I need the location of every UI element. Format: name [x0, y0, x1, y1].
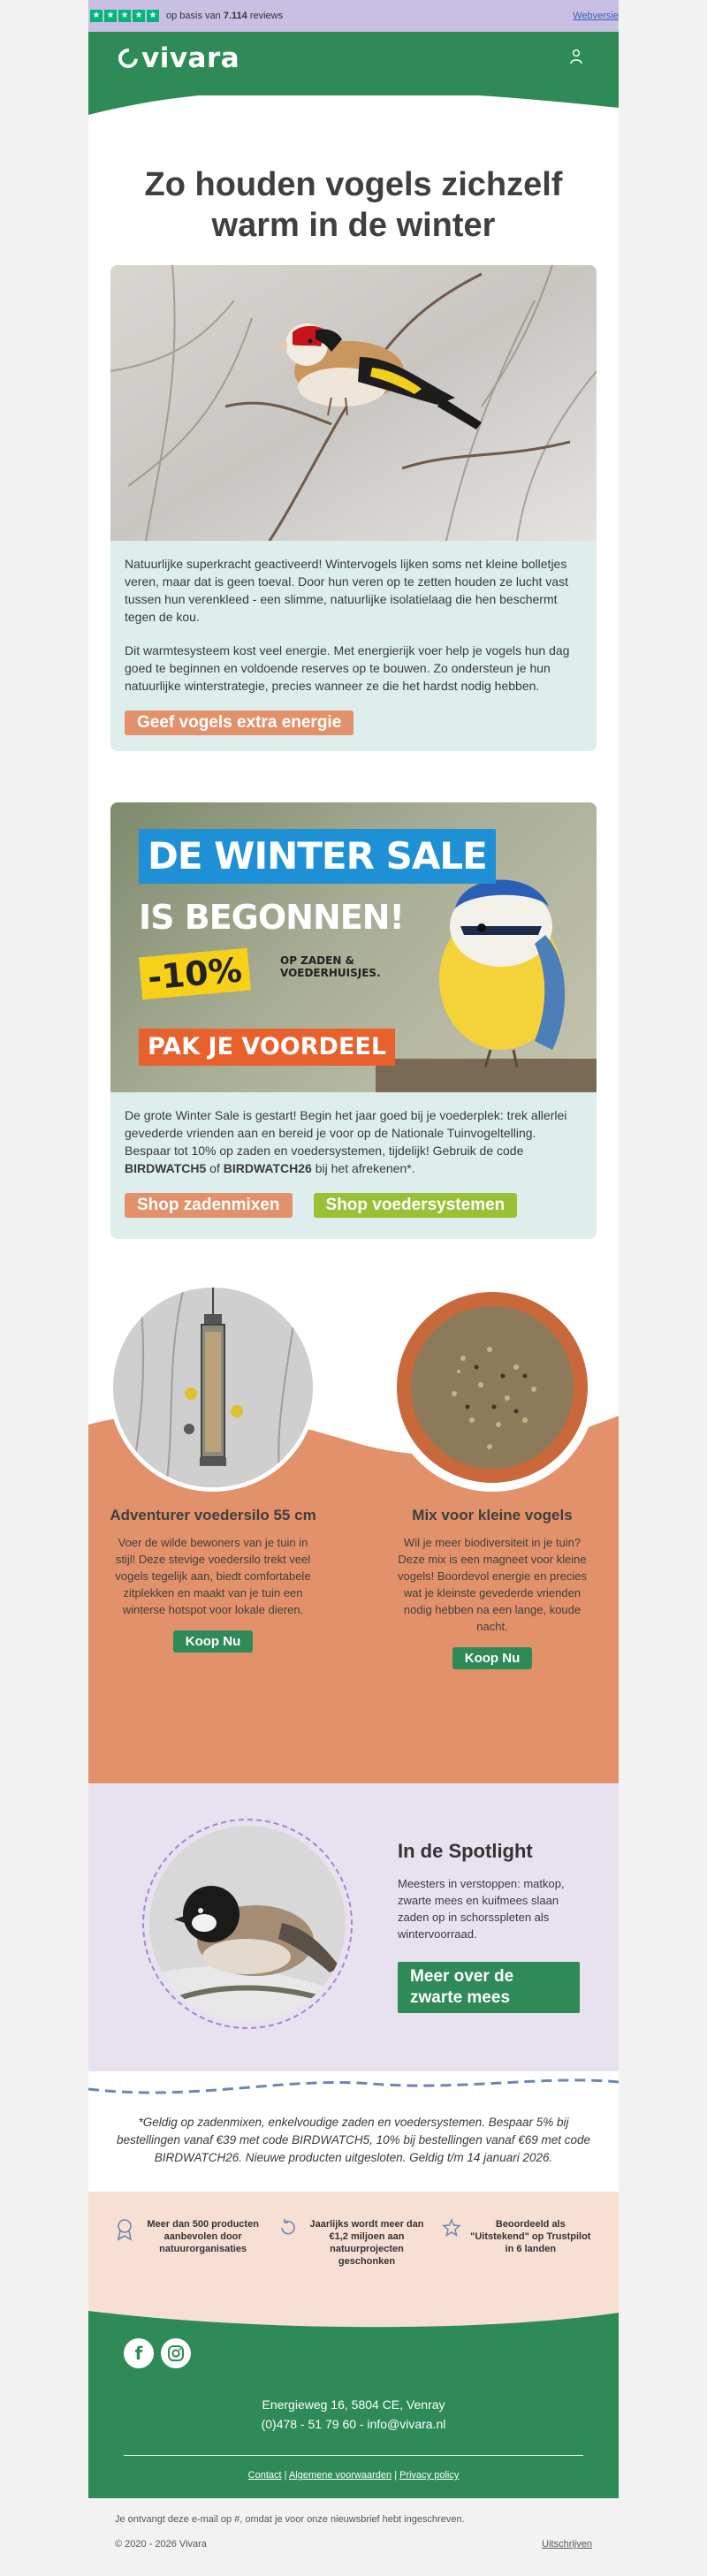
trustpilot-rating[interactable]	[88, 10, 283, 22]
instagram-icon[interactable]	[161, 2338, 191, 2368]
sale-banner-cta[interactable]: PAK JE VOORDEEL	[139, 1029, 395, 1066]
social-links	[124, 2338, 583, 2368]
usp-item	[278, 2218, 429, 2268]
sale-banner-line-1: DE WINTER SALE	[139, 829, 496, 884]
star-icon: ★	[90, 10, 103, 22]
privacy-link[interactable]: Privacy policy	[399, 2470, 460, 2481]
winter-sale-banner[interactable]	[110, 802, 597, 1092]
webversion-link[interactable]: Webversie	[573, 11, 619, 21]
hero-card-body	[110, 541, 597, 751]
facebook-icon[interactable]: f	[124, 2338, 154, 2368]
topbar	[88, 0, 619, 32]
spotlight-text: Meesters in verstoppen: matkop, zwarte mees en kuifmees slaan zaden op in schorsspleten als wintervoorraad.	[398, 1877, 565, 1941]
rating-count: 7.114	[223, 11, 247, 21]
usp-item	[442, 2218, 592, 2268]
sale-small-text	[280, 954, 381, 979]
sale-banner-line-2: IS BEGONNEN!	[139, 898, 404, 937]
coal-tit-image[interactable]	[149, 1826, 346, 2022]
hero-card	[110, 265, 597, 751]
logo-mark-icon	[115, 45, 142, 72]
hero-paragraph-1: Natuurlijke superkracht geactiveerd! Wintervogels lijken soms net kleine bolletjes veren, maar dat is geen toeval. Door hun veren op te zetten houden ze lucht vast tussen hun verenkleed - een slimme, natuurlijke isolatielaag die hen beschermt tegen de kou.	[125, 557, 568, 624]
seed-mix-image[interactable]	[388, 1283, 597, 1492]
product-card	[107, 1283, 319, 1653]
sale-percentage: -10%	[139, 948, 250, 1000]
usp-item	[115, 2218, 265, 2268]
shop-seed-mixes-button[interactable]: Shop zadenmixen	[125, 1193, 293, 1218]
footer-address-block	[124, 2395, 583, 2434]
feeder-silo-image[interactable]	[109, 1283, 317, 1492]
sale-small-line-2: VOEDERHUISJES.	[280, 967, 381, 979]
dashed-wave-divider	[88, 2071, 619, 2101]
header-wave	[88, 85, 619, 120]
vivara-logo[interactable]	[118, 42, 239, 74]
rating-suffix: reviews	[249, 11, 284, 21]
product-title[interactable]: Mix voor kleine vogels	[412, 1507, 573, 1524]
usp-text: Meer dan 500 producten aanbevolen door natuurorganisaties	[147, 2219, 259, 2254]
unsubscribe-link[interactable]: Uitschrijven	[542, 2539, 592, 2549]
footer-links	[124, 2470, 583, 2481]
buy-now-button[interactable]: Koop Nu	[452, 1647, 532, 1669]
usp-text: Jaarlijks wordt meer dan €1,2 miljoen aan natuurprojecten geschonken	[309, 2219, 424, 2267]
terms-link[interactable]: Algemene voorwaarden	[288, 2470, 392, 2481]
sale-text-middle: of	[206, 1161, 224, 1175]
coal-tit-more-button[interactable]: Meer over de zwarte mees	[398, 1962, 580, 2013]
refresh-icon	[278, 2218, 298, 2238]
award-icon	[115, 2218, 134, 2241]
promo-disclaimer: *Geldig op zadenmixen, enkelvoudige zaden en voedersystemen. Bespaar 5% bij bestellingen vanaf €39 met code BIRDWATCH5, 10% bij bestellingen vanaf €69 met code BIRDWATCH26. Nieuwe producten uitgesloten. Geldig t/m 14 januari 2026.	[116, 2116, 591, 2164]
shop-feeding-systems-button[interactable]: Shop voedersystemen	[314, 1193, 518, 1218]
product-description: Wil je meer biodiversiteit in je tuin? Deze mix is een magneet voor kleine vogels! Boordevol energie en precies wat je kleinste gevederde vrienden nodig hebben na een lange, koude nacht.	[398, 1536, 587, 1633]
star-icon: ★	[104, 10, 117, 22]
buy-now-button[interactable]: Koop Nu	[173, 1630, 253, 1653]
sale-card	[110, 802, 597, 1239]
promo-code-1: BIRDWATCH5	[125, 1161, 207, 1175]
email-container	[88, 0, 619, 2576]
rating-text	[166, 11, 283, 21]
star-icon: ★	[118, 10, 131, 22]
usp-section	[88, 2192, 619, 2308]
hero-paragraph-2: Dit warmtesysteem kost veel energie. Met energierijk voer help je vogels hun dag goed te beginnen en voldoende reserves op te bouwen. Zo ondersteun je hun natuurlijke winterstrategie, precies wanneer ze die het hardst nodig hebben.	[125, 643, 570, 693]
sale-text-after: bij het afrekenen*.	[311, 1161, 415, 1175]
goldfinch-image	[110, 265, 597, 541]
product-card	[386, 1283, 598, 1669]
rating-prefix: op basis van	[166, 11, 221, 21]
star-icon: ★	[147, 10, 159, 22]
company-address: Energieweg 16, 5804 CE, Venray	[262, 2397, 445, 2412]
contact-link[interactable]: Contact	[247, 2470, 282, 2481]
star-outline-icon	[442, 2218, 461, 2238]
sale-text-before: De grote Winter Sale is gestart! Begin het jaar goed bij je voederplek: trek allerlei gevederde vrienden aan en bereid je voor op de Nationale Tuinvogeltelling. Bespaar tot 10% op zaden en voedersystemen, tijdelijk! Gebruik de code	[125, 1108, 567, 1158]
header	[88, 32, 619, 95]
link-separator: |	[394, 2470, 398, 2481]
subscription-notice: Je ontvangt deze e-mail op #, omdat je voor onze nieuwsbrief hebt ingeschreven.	[115, 2514, 465, 2525]
products-section	[88, 1283, 619, 1783]
spotlight-image-frame	[142, 1819, 353, 2029]
sale-small-line-1: OP ZADEN &	[280, 954, 355, 967]
usp-text: Beoordeeld als "Uitstekend" op Trustpilot in 6 landen	[470, 2219, 591, 2254]
star-icon: ★	[133, 10, 145, 22]
trustpilot-stars	[90, 10, 159, 22]
footer-wave	[88, 2307, 619, 2334]
hero-title: Zo houden vogels zichzelf warm in de winter	[144, 166, 563, 244]
sale-text	[125, 1106, 582, 1177]
link-separator: |	[284, 2470, 287, 2481]
spotlight-section	[88, 1783, 619, 2071]
product-title[interactable]: Adventurer voedersilo 55 cm	[110, 1507, 316, 1524]
footer-divider	[124, 2455, 583, 2456]
logo-text: vivara	[141, 42, 240, 74]
product-description: Voer de wilde bewoners van je tuin in stijl! Deze stevige voedersilo trekt veel vogels tegelijk aan, biedt comfortabele zitplekken en maakt van je tuin een winterse hotspot voor lokale dieren.	[115, 1536, 311, 1616]
legal-section	[88, 2498, 619, 2576]
sale-card-body	[110, 1092, 597, 1239]
footer	[88, 2308, 619, 2498]
user-account-icon[interactable]	[569, 48, 583, 65]
copyright: © 2020 - 2026 Vivara	[115, 2539, 207, 2549]
promo-code-2: BIRDWATCH26	[223, 1161, 312, 1175]
company-contact: (0)478 - 51 79 60 - info@vivara.nl	[261, 2417, 446, 2431]
spotlight-title: In de Spotlight	[398, 1840, 533, 1862]
extra-energy-button[interactable]: Geef vogels extra energie	[125, 710, 354, 735]
